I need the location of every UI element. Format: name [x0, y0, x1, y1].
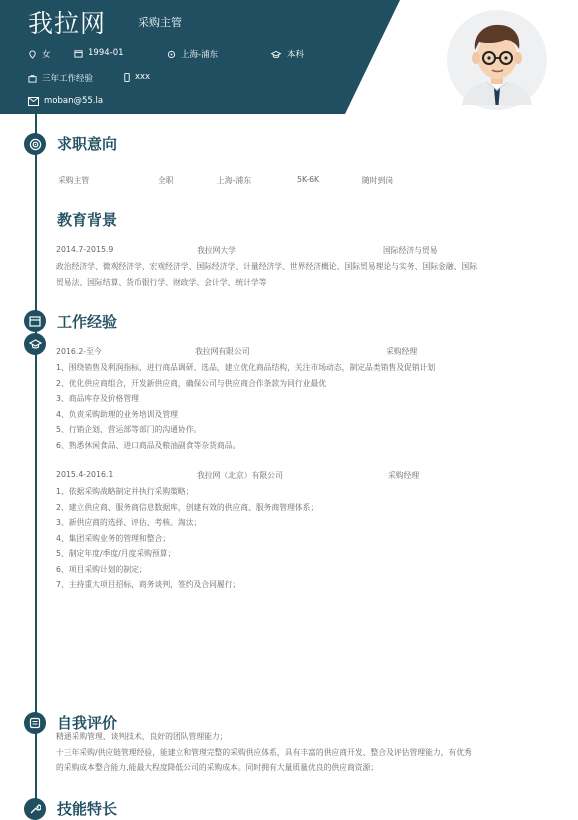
education-school: 我拉网大学	[197, 246, 236, 255]
job1-duties	[56, 360, 546, 453]
duty-item: 3、新供应商的选择、评估、考核、淘汰；	[56, 518, 202, 527]
resume-header	[0, 0, 578, 118]
duty-item: 6、项目采购计划的制定；	[56, 564, 147, 574]
education-courses	[56, 259, 546, 290]
calendar-section-icon	[24, 310, 46, 332]
education-period: 2014.7-2015.9	[56, 245, 114, 254]
job1-period: 2016.2-至今	[56, 347, 102, 356]
duty-item: 5、行销企划、营运部等部门的沟通协作。	[56, 425, 202, 434]
intent-city: 上海-浦东	[217, 176, 252, 185]
education-value: 本科	[287, 50, 305, 60]
duty-item: 1、围绕销售及利润指标，进行商品调研、选品，建立优化商品结构，关注市场动态，制定品类销售及促销计划	[56, 363, 436, 372]
briefcase-icon	[28, 74, 37, 83]
courses-line-2: 贸易法、国际结算、货币银行学、财政学、会计学、统计学等	[56, 277, 267, 287]
intent-availability: 随时到岗	[362, 176, 394, 185]
calendar-icon	[74, 49, 83, 58]
duty-item: 1、依据采购战略制定并执行采购策略；	[56, 487, 194, 496]
self-eval-line: 精通采购管理、谈判技术，良好的团队管理能力；	[56, 732, 228, 741]
gender-value: 女	[42, 50, 51, 60]
duty-item: 4、负责采购助理的业务培训及管理	[56, 409, 178, 419]
job2-company: 我拉网（北京）有限公司	[197, 471, 283, 480]
gender-info	[28, 48, 51, 60]
duty-item: 6、熟悉休闲食品、进口商品及粮油副食等杂货商品。	[56, 440, 241, 450]
phone-info	[124, 72, 150, 82]
education-section-title: 教育背景	[57, 211, 118, 229]
skills-section-title: 技能特长	[57, 800, 118, 818]
job2-period: 2015.4-2016.1	[56, 470, 114, 479]
phone-icon	[124, 73, 130, 82]
intent-section-title: 求职意向	[57, 135, 118, 153]
envelope-icon	[28, 97, 39, 106]
email-info	[28, 96, 103, 106]
location-pin-icon	[28, 50, 37, 59]
self-eval-text	[56, 729, 546, 776]
location-icon	[167, 50, 176, 59]
duty-item: 4、集团采购业务的管理和整合；	[56, 533, 171, 543]
intent-salary: 5K-6K	[297, 175, 320, 184]
birth-value: 1994-01	[88, 48, 124, 58]
email-value: moban@55.la	[44, 96, 104, 106]
education-major: 国际经济与贸易	[383, 246, 438, 255]
duty-item: 2、优化供应商组合，开发新供应商，确保公司与供应商合作条款为同行业最优	[56, 378, 327, 388]
candidate-name: 我拉网	[28, 9, 107, 38]
location-value: 上海-浦东	[181, 50, 219, 60]
work-section-title: 工作经验	[57, 313, 118, 331]
avatar	[447, 10, 547, 110]
intent-type: 全职	[158, 176, 174, 185]
job1-role: 采购经理	[386, 347, 418, 356]
self-eval-line: 十三年采购/供应链管理经验，能建立和管理完整的采购供应体系，具有丰富的供应商开发、整合及评估管理能力，有优秀	[56, 747, 472, 757]
target-icon	[24, 133, 46, 155]
job-title: 采购主管	[138, 16, 182, 29]
location-info	[167, 48, 218, 60]
self-eval-line: 的采购成本整合能力,能最大程度降低公司的采购成本。同时拥有大量质量优良的供应商资源；	[56, 763, 379, 772]
graduation-cap-icon	[270, 50, 282, 59]
duty-item: 2、建立供应商、服务商信息数据库，创建有效的供应商、服务商管理体系；	[56, 502, 319, 512]
wrench-icon	[24, 798, 46, 820]
intent-position: 采购主管	[58, 176, 90, 185]
education-info	[270, 48, 304, 60]
experience-value: 三年工作经验	[42, 74, 94, 84]
graduation-section-icon	[24, 333, 46, 355]
experience-info	[28, 72, 93, 84]
job1-company: 我拉网有限公司	[195, 347, 250, 356]
duty-item: 5、制定年度/季度/月度采购预算；	[56, 549, 176, 558]
phone-value: xxx	[135, 72, 151, 82]
job2-duties	[56, 484, 546, 593]
job2-role: 采购经理	[388, 471, 420, 480]
comment-icon	[24, 712, 46, 734]
birth-info	[74, 48, 124, 58]
self-eval-section-title: 自我评价	[57, 714, 118, 732]
courses-line-1: 政治经济学、微观经济学、宏观经济学、国际经济学、计量经济学、世界经济概论、国际贸易理论与实务、国际金融、国际	[56, 262, 478, 271]
duty-item: 7、主持重大项目招标，商务谈判，签约及合同履行；	[56, 580, 241, 589]
duty-item: 3、商品库存及价格管理	[56, 394, 139, 403]
